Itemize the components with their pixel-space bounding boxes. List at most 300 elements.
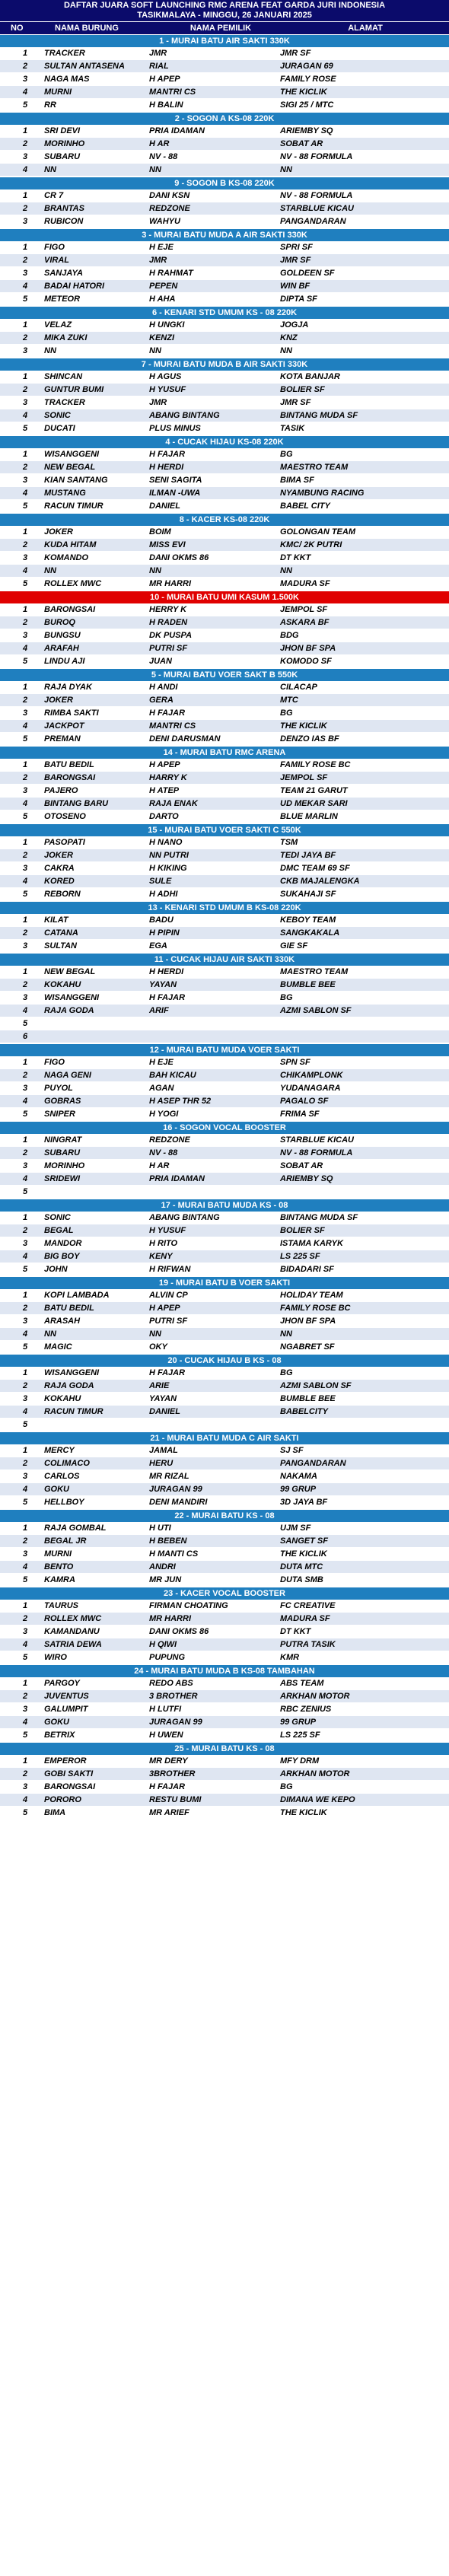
result-row bbox=[0, 940, 449, 953]
owner-name: YAYAN bbox=[149, 1394, 177, 1403]
owner-address: MFY DRM bbox=[280, 1756, 320, 1766]
result-row bbox=[0, 1807, 449, 1820]
bird-name: WISANGGENI bbox=[44, 993, 100, 1002]
bird-name: CR 7 bbox=[44, 191, 64, 200]
result-row bbox=[0, 125, 449, 138]
owner-name: JURAGAN 99 bbox=[149, 1718, 202, 1727]
owner-address: SIGI 25 / MTC bbox=[280, 100, 334, 110]
rank-number: 1 bbox=[23, 126, 28, 135]
title-line-1: DAFTAR JUARA SOFT LAUNCHING RMC ARENA FEAT GARDA JURI INDONESIA bbox=[63, 1, 386, 10]
owner-name: H BEBEN bbox=[149, 1536, 187, 1546]
owner-address: FRIMA SF bbox=[280, 1110, 320, 1119]
owner-address: BUMBLE BEE bbox=[280, 1394, 336, 1403]
rank-number: 4 bbox=[23, 566, 28, 575]
bird-name: MORINHO bbox=[44, 139, 85, 148]
owner-address: BINTANG MUDA SF bbox=[280, 1213, 358, 1222]
result-row bbox=[0, 642, 449, 655]
bird-name: BENTO bbox=[44, 1562, 74, 1571]
owner-address: AZMI SABLON SF bbox=[280, 1381, 352, 1390]
result-row bbox=[0, 1483, 449, 1496]
rank-number: 1 bbox=[23, 1601, 28, 1610]
bird-name: SATRIA DEWA bbox=[44, 1640, 102, 1649]
owner-name: H RAHMAT bbox=[149, 269, 193, 278]
rank-number: 4 bbox=[23, 165, 28, 174]
owner-name: H ADHI bbox=[149, 890, 178, 899]
rank-number: 2 bbox=[23, 1692, 28, 1701]
rank-number: 3 bbox=[23, 1782, 28, 1791]
bird-name: NINGRAT bbox=[44, 1135, 82, 1145]
owner-name: ARIE bbox=[149, 1381, 170, 1390]
owner-address: UD MEKAR SARI bbox=[280, 799, 348, 808]
rank-number: 5 bbox=[23, 657, 28, 666]
owner-name: RAJA ENAK bbox=[149, 799, 198, 808]
owner-name: H FAJAR bbox=[149, 708, 186, 718]
owner-name: ALVIN CP bbox=[149, 1291, 188, 1300]
rank-number: 4 bbox=[23, 1252, 28, 1261]
result-row bbox=[0, 384, 449, 396]
owner-name: H MANTI CS bbox=[149, 1549, 199, 1559]
rank-number: 2 bbox=[23, 385, 28, 394]
bird-name: COLIMACO bbox=[44, 1459, 90, 1468]
section-header: 2 - SOGON A KS-08 220K bbox=[0, 112, 449, 125]
bird-name: FIGO bbox=[44, 1058, 65, 1067]
owner-address: ARKHAN MOTOR bbox=[280, 1769, 350, 1778]
rank-number: 3 bbox=[23, 1317, 28, 1326]
rank-number: 1 bbox=[23, 1291, 28, 1300]
owner-address bbox=[280, 1017, 449, 1030]
result-row bbox=[0, 1302, 449, 1315]
owner-address: BG bbox=[280, 708, 293, 718]
owner-address: DT KKT bbox=[280, 553, 311, 562]
bird-name: KOKAHU bbox=[44, 1394, 81, 1403]
owner-address: SPRI SF bbox=[280, 243, 313, 252]
owner-name: H EJE bbox=[149, 243, 174, 252]
owner-name: YAYAN bbox=[149, 980, 177, 989]
owner-name: H FAJAR bbox=[149, 1368, 186, 1377]
owner-name: DK PUSPA bbox=[149, 631, 193, 640]
bird-name: RACUN TIMUR bbox=[44, 502, 103, 511]
owner-name: H ATEP bbox=[149, 786, 180, 795]
result-row bbox=[0, 1613, 449, 1626]
section-header: 7 - MURAI BATU MUDA B AIR SAKTI 330K bbox=[0, 358, 449, 371]
owner-address: BUMBLE BEE bbox=[280, 980, 336, 989]
owner-address: JURAGAN 69 bbox=[280, 62, 333, 71]
rank-number: 3 bbox=[23, 346, 28, 355]
owner-name: HERRY K bbox=[149, 605, 187, 614]
owner-address: MADURA SF bbox=[280, 1614, 330, 1623]
result-row bbox=[0, 914, 449, 927]
owner-name bbox=[149, 1186, 280, 1198]
bird-name: NN bbox=[44, 346, 56, 355]
bird-name: DUCATI bbox=[44, 424, 75, 433]
rank-number: 5 bbox=[23, 1575, 28, 1584]
owner-name: REDO ABS bbox=[149, 1679, 193, 1688]
result-row bbox=[0, 875, 449, 888]
owner-name: NN bbox=[149, 1329, 161, 1339]
rank-number: 3 bbox=[23, 631, 28, 640]
owner-name: H AHA bbox=[149, 295, 176, 304]
owner-address: LS 225 SF bbox=[280, 1731, 320, 1740]
owner-address: STARBLUE KICAU bbox=[280, 204, 354, 213]
owner-name: PUTRI SF bbox=[149, 644, 188, 653]
bird-name: CARLOS bbox=[44, 1472, 80, 1481]
column-header-address: ALAMAT bbox=[348, 24, 383, 33]
owner-name: JMR bbox=[149, 398, 167, 407]
bird-name: SUBARU bbox=[44, 152, 81, 161]
owner-address: STARBLUE KICAU bbox=[280, 1135, 354, 1145]
bird-name: JOHN bbox=[44, 1265, 68, 1274]
rank-number: 5 bbox=[23, 100, 28, 110]
result-row bbox=[0, 73, 449, 86]
owner-name: FIRMAN CHOATING bbox=[149, 1601, 228, 1610]
owner-name: H EJE bbox=[149, 1058, 174, 1067]
result-row bbox=[0, 1703, 449, 1716]
result-row bbox=[0, 655, 449, 668]
owner-name: WAHYU bbox=[149, 217, 180, 226]
result-row bbox=[0, 86, 449, 99]
bird-name: KOKAHU bbox=[44, 980, 81, 989]
bird-name: LINDU AJI bbox=[44, 657, 85, 666]
result-row bbox=[0, 1069, 449, 1082]
bird-name: SONIC bbox=[44, 411, 71, 420]
result-row bbox=[0, 1328, 449, 1341]
owner-name: MR RIZAL bbox=[149, 1472, 189, 1481]
bird-name: RIMBA SAKTI bbox=[44, 708, 99, 718]
bird-name: PREMAN bbox=[44, 734, 81, 744]
result-row bbox=[0, 280, 449, 293]
result-row bbox=[0, 603, 449, 616]
section-header: 24 - MURAI BATU MUDA B KS-08 TAMBAHAN bbox=[0, 1664, 449, 1677]
rank-number: 3 bbox=[23, 1627, 28, 1636]
owner-address: KEBOY TEAM bbox=[280, 915, 336, 925]
owner-address: AZMI SABLON SF bbox=[280, 1006, 352, 1015]
owner-name: HARRY K bbox=[149, 773, 187, 782]
rank-number: 5 bbox=[23, 1342, 28, 1352]
result-row bbox=[0, 1341, 449, 1354]
bird-name: MUSTANG bbox=[44, 489, 86, 498]
result-row bbox=[0, 966, 449, 979]
section-header: 20 - CUCAK HIJAU B KS - 08 bbox=[0, 1354, 449, 1367]
bird-name: SULTAN ANTASENA bbox=[44, 62, 125, 71]
bird-name bbox=[44, 1419, 149, 1431]
result-row bbox=[0, 319, 449, 332]
bird-name: JOKER bbox=[44, 527, 73, 537]
owner-name: H QIWI bbox=[149, 1640, 177, 1649]
owner-address bbox=[280, 1030, 449, 1043]
owner-name: NN PUTRI bbox=[149, 851, 189, 860]
owner-name: H UWEN bbox=[149, 1731, 183, 1740]
rank-number: 2 bbox=[23, 1459, 28, 1468]
result-row bbox=[0, 448, 449, 461]
bird-name bbox=[44, 1186, 149, 1198]
bird-name: KORED bbox=[44, 877, 75, 886]
owner-address: SOBAT AR bbox=[280, 1161, 323, 1170]
rank-number: 2 bbox=[23, 463, 28, 472]
rank-number: 3 bbox=[23, 708, 28, 718]
owner-address: DIMANA WE KEPO bbox=[280, 1795, 355, 1804]
owner-address: BABEL CITY bbox=[280, 502, 330, 511]
owner-address: TEDI JAYA BF bbox=[280, 851, 336, 860]
bird-name: SRIDEWI bbox=[44, 1174, 81, 1183]
owner-address: NN bbox=[280, 165, 292, 174]
owner-name bbox=[149, 1419, 280, 1431]
bird-name: GOBI SAKTI bbox=[44, 1769, 94, 1778]
owner-name: PRIA IDAMAN bbox=[149, 1174, 205, 1183]
result-row bbox=[0, 47, 449, 60]
rank-number: 3 bbox=[23, 1394, 28, 1403]
result-row bbox=[0, 565, 449, 578]
rank-number: 4 bbox=[23, 1485, 28, 1494]
rank-number: 3 bbox=[23, 152, 28, 161]
bird-name: ROLLEX MWC bbox=[44, 1614, 102, 1623]
bird-name: BIMA bbox=[44, 1808, 66, 1817]
owner-address: BABELCITY bbox=[280, 1407, 328, 1416]
rank-number: 4 bbox=[23, 88, 28, 97]
bird-name: MORINHO bbox=[44, 1161, 85, 1170]
rank-number: 5 bbox=[23, 1110, 28, 1119]
owner-address: BIDADARI SF bbox=[280, 1265, 334, 1274]
owner-address: THE KICLIK bbox=[280, 1808, 327, 1817]
result-row bbox=[0, 1212, 449, 1224]
section-header: 1 - MURAI BATU AIR SAKTI 330K bbox=[0, 34, 449, 47]
rank-number: 5 bbox=[23, 579, 28, 588]
result-row bbox=[0, 99, 449, 112]
bird-name: SNIPER bbox=[44, 1110, 75, 1119]
owner-address: LS 225 SF bbox=[280, 1252, 320, 1261]
bird-name: MERCY bbox=[44, 1446, 75, 1455]
owner-address: ARIEMBY SQ bbox=[280, 1174, 333, 1183]
result-row bbox=[0, 539, 449, 552]
owner-address: NAKAMA bbox=[280, 1472, 317, 1481]
owner-name: BADU bbox=[149, 915, 174, 925]
owner-address: GOLONGAN TEAM bbox=[280, 527, 355, 537]
owner-name bbox=[149, 1017, 280, 1030]
owner-name: H RADEN bbox=[149, 618, 188, 627]
owner-address: DIPTA SF bbox=[280, 295, 317, 304]
bird-name: GOKU bbox=[44, 1718, 69, 1727]
rank-number: 4 bbox=[23, 1795, 28, 1804]
section-header: 5 - MURAI BATU VOER SAKT B 550K bbox=[0, 668, 449, 681]
owner-name: H ANDI bbox=[149, 683, 178, 692]
owner-address: SOBAT AR bbox=[280, 139, 323, 148]
result-row bbox=[0, 1444, 449, 1457]
owner-address: GOLDEEN SF bbox=[280, 269, 335, 278]
rank-number: 5 bbox=[23, 1498, 28, 1507]
owner-name: PLUS MINUS bbox=[149, 424, 201, 433]
rank-number: 1 bbox=[23, 1135, 28, 1145]
section-header: 22 - MURAI BATU KS - 08 bbox=[0, 1509, 449, 1522]
result-row bbox=[0, 1768, 449, 1781]
owner-name: JUAN bbox=[149, 657, 172, 666]
owner-name: H FAJAR bbox=[149, 1782, 186, 1791]
result-row bbox=[0, 1173, 449, 1186]
bird-name: MAGIC bbox=[44, 1342, 72, 1352]
result-row bbox=[0, 1496, 449, 1509]
owner-name: MR ARIEF bbox=[149, 1808, 189, 1817]
owner-name: MR JUN bbox=[149, 1575, 182, 1584]
owner-name: NN bbox=[149, 165, 161, 174]
owner-name: H UNGKI bbox=[149, 320, 185, 330]
owner-address: JOGJA bbox=[280, 320, 309, 330]
rank-number: 2 bbox=[23, 851, 28, 860]
rank-number: 2 bbox=[23, 139, 28, 148]
result-row bbox=[0, 1082, 449, 1095]
rank-number: 3 bbox=[23, 1705, 28, 1714]
rank-number: 2 bbox=[23, 980, 28, 989]
result-row bbox=[0, 371, 449, 384]
owner-address: CILACAP bbox=[280, 683, 317, 692]
owner-address: ABS TEAM bbox=[280, 1679, 324, 1688]
result-row bbox=[0, 396, 449, 409]
rank-number: 1 bbox=[23, 372, 28, 381]
rank-number: 6 bbox=[23, 1032, 28, 1041]
result-row bbox=[0, 1755, 449, 1768]
owner-address: ASKARA BF bbox=[280, 618, 330, 627]
owner-address: FAMILY ROSE BC bbox=[280, 1304, 351, 1313]
rank-number: 3 bbox=[23, 786, 28, 795]
owner-name: H FAJAR bbox=[149, 993, 186, 1002]
result-row bbox=[0, 461, 449, 474]
result-row bbox=[0, 1522, 449, 1535]
result-row bbox=[0, 202, 449, 215]
column-header-owner-name: NAMA PEMILIK bbox=[189, 24, 252, 33]
owner-address: JHON BF SPA bbox=[280, 1317, 336, 1326]
owner-address: BG bbox=[280, 1368, 293, 1377]
result-row bbox=[0, 1470, 449, 1483]
bird-name: NAGA GENI bbox=[44, 1071, 91, 1080]
owner-name: H ASEP THR 52 bbox=[149, 1097, 212, 1106]
owner-name: DANIEL bbox=[149, 502, 180, 511]
rank-number: 1 bbox=[23, 1058, 28, 1067]
owner-name: DANI OKMS 86 bbox=[149, 1627, 209, 1636]
owner-address: SUKAHAJI SF bbox=[280, 890, 336, 899]
bird-name: BARONGSAI bbox=[44, 773, 96, 782]
bird-name: NEW BEGAL bbox=[44, 463, 96, 472]
owner-address: NGABRET SF bbox=[280, 1342, 335, 1352]
rank-number: 1 bbox=[23, 1679, 28, 1688]
result-row bbox=[0, 1056, 449, 1069]
bird-name: PARGOY bbox=[44, 1679, 80, 1688]
rank-number: 4 bbox=[23, 1174, 28, 1183]
bird-name: WIRO bbox=[44, 1653, 67, 1662]
result-row bbox=[0, 1289, 449, 1302]
owner-name: H NANO bbox=[149, 838, 183, 847]
owner-name: PUTRI SF bbox=[149, 1317, 188, 1326]
rank-number: 3 bbox=[23, 941, 28, 950]
owner-name: DANI OKMS 86 bbox=[149, 553, 209, 562]
rank-number: 2 bbox=[23, 204, 28, 213]
rank-number: 2 bbox=[23, 1071, 28, 1080]
result-row bbox=[0, 1548, 449, 1561]
owner-address: SANGET SF bbox=[280, 1536, 328, 1546]
section-header: 23 - KACER VOCAL BOOSTER bbox=[0, 1587, 449, 1600]
rank-number: 1 bbox=[23, 527, 28, 537]
owner-address: KOTA BANJAR bbox=[280, 372, 340, 381]
bird-name: MANDOR bbox=[44, 1239, 82, 1248]
result-row bbox=[0, 164, 449, 177]
section-header: 10 - MURAI BATU UMI KASUM 1.500K bbox=[0, 591, 449, 603]
owner-name: H YUSUF bbox=[149, 1226, 186, 1235]
owner-address: BDG bbox=[280, 631, 299, 640]
owner-name: OKY bbox=[149, 1342, 167, 1352]
bird-name bbox=[44, 1017, 149, 1030]
result-row bbox=[0, 1315, 449, 1328]
rank-number: 2 bbox=[23, 696, 28, 705]
owner-address: DUTA SMB bbox=[280, 1575, 323, 1584]
section-header: 13 - KENARI STD UMUM B KS-08 220K bbox=[0, 901, 449, 914]
owner-address: CHIKAMPLONK bbox=[280, 1071, 343, 1080]
result-row bbox=[0, 1574, 449, 1587]
bird-name: MURNI bbox=[44, 1549, 72, 1559]
owner-name: 3 BROTHER bbox=[149, 1692, 198, 1701]
owner-name: ANDRI bbox=[149, 1562, 176, 1571]
document-title bbox=[0, 0, 449, 21]
owner-address: THE KICLIK bbox=[280, 721, 327, 731]
owner-name: RESTU BUMI bbox=[149, 1795, 202, 1804]
bird-name: GOKU bbox=[44, 1485, 69, 1494]
result-row bbox=[0, 927, 449, 940]
rank-number: 3 bbox=[23, 1472, 28, 1481]
rank-number: 1 bbox=[23, 1213, 28, 1222]
bird-name: NEW BEGAL bbox=[44, 967, 96, 976]
bird-name: BEGAL JR bbox=[44, 1536, 87, 1546]
owner-address: THE KICLIK bbox=[280, 88, 327, 97]
rank-number: 4 bbox=[23, 411, 28, 420]
bird-name: NN bbox=[44, 1329, 56, 1339]
owner-address: 3D JAYA BF bbox=[280, 1498, 328, 1507]
result-row bbox=[0, 1457, 449, 1470]
owner-address: WIN BF bbox=[280, 282, 310, 291]
result-row bbox=[0, 1095, 449, 1108]
rank-number: 2 bbox=[23, 333, 28, 342]
owner-name: KENY bbox=[149, 1252, 173, 1261]
owner-name: RIAL bbox=[149, 62, 169, 71]
result-row bbox=[0, 1108, 449, 1121]
bird-name: KOPI LAMBADA bbox=[44, 1291, 110, 1300]
bird-name: PAJERO bbox=[44, 786, 78, 795]
owner-name: JMR bbox=[149, 49, 167, 58]
owner-name: DENI DARUSMAN bbox=[149, 734, 221, 744]
owner-name: REDZONE bbox=[149, 204, 190, 213]
section-header: 9 - SOGON B KS-08 220K bbox=[0, 177, 449, 189]
owner-name: H APEP bbox=[149, 760, 180, 769]
owner-name: H APEP bbox=[149, 75, 180, 84]
rank-number: 1 bbox=[23, 1524, 28, 1533]
owner-name: H KIKING bbox=[149, 864, 187, 873]
owner-address: BG bbox=[280, 450, 293, 459]
rank-number: 1 bbox=[23, 320, 28, 330]
results-body bbox=[0, 34, 449, 1820]
rank-number: 5 bbox=[23, 1808, 28, 1817]
bird-name: RAJA GOMBAL bbox=[44, 1524, 107, 1533]
section-header: 17 - MURAI BATU MUDA KS - 08 bbox=[0, 1199, 449, 1212]
owner-address: SANGKAKALA bbox=[280, 928, 340, 938]
result-row bbox=[0, 500, 449, 513]
owner-address: TSM bbox=[280, 838, 298, 847]
result-row bbox=[0, 836, 449, 849]
rank-number: 1 bbox=[23, 683, 28, 692]
section-header: 4 - CUCAK HIJAU KS-08 220K bbox=[0, 435, 449, 448]
rank-number: 2 bbox=[23, 928, 28, 938]
rank-number: 5 bbox=[23, 1019, 28, 1028]
owner-address: KOMODO SF bbox=[280, 657, 332, 666]
rank-number: 2 bbox=[23, 1226, 28, 1235]
bird-name: VELAZ bbox=[44, 320, 72, 330]
result-row bbox=[0, 720, 449, 733]
result-row bbox=[0, 1626, 449, 1638]
owner-address: GIE SF bbox=[280, 941, 308, 950]
result-row bbox=[0, 1186, 449, 1199]
